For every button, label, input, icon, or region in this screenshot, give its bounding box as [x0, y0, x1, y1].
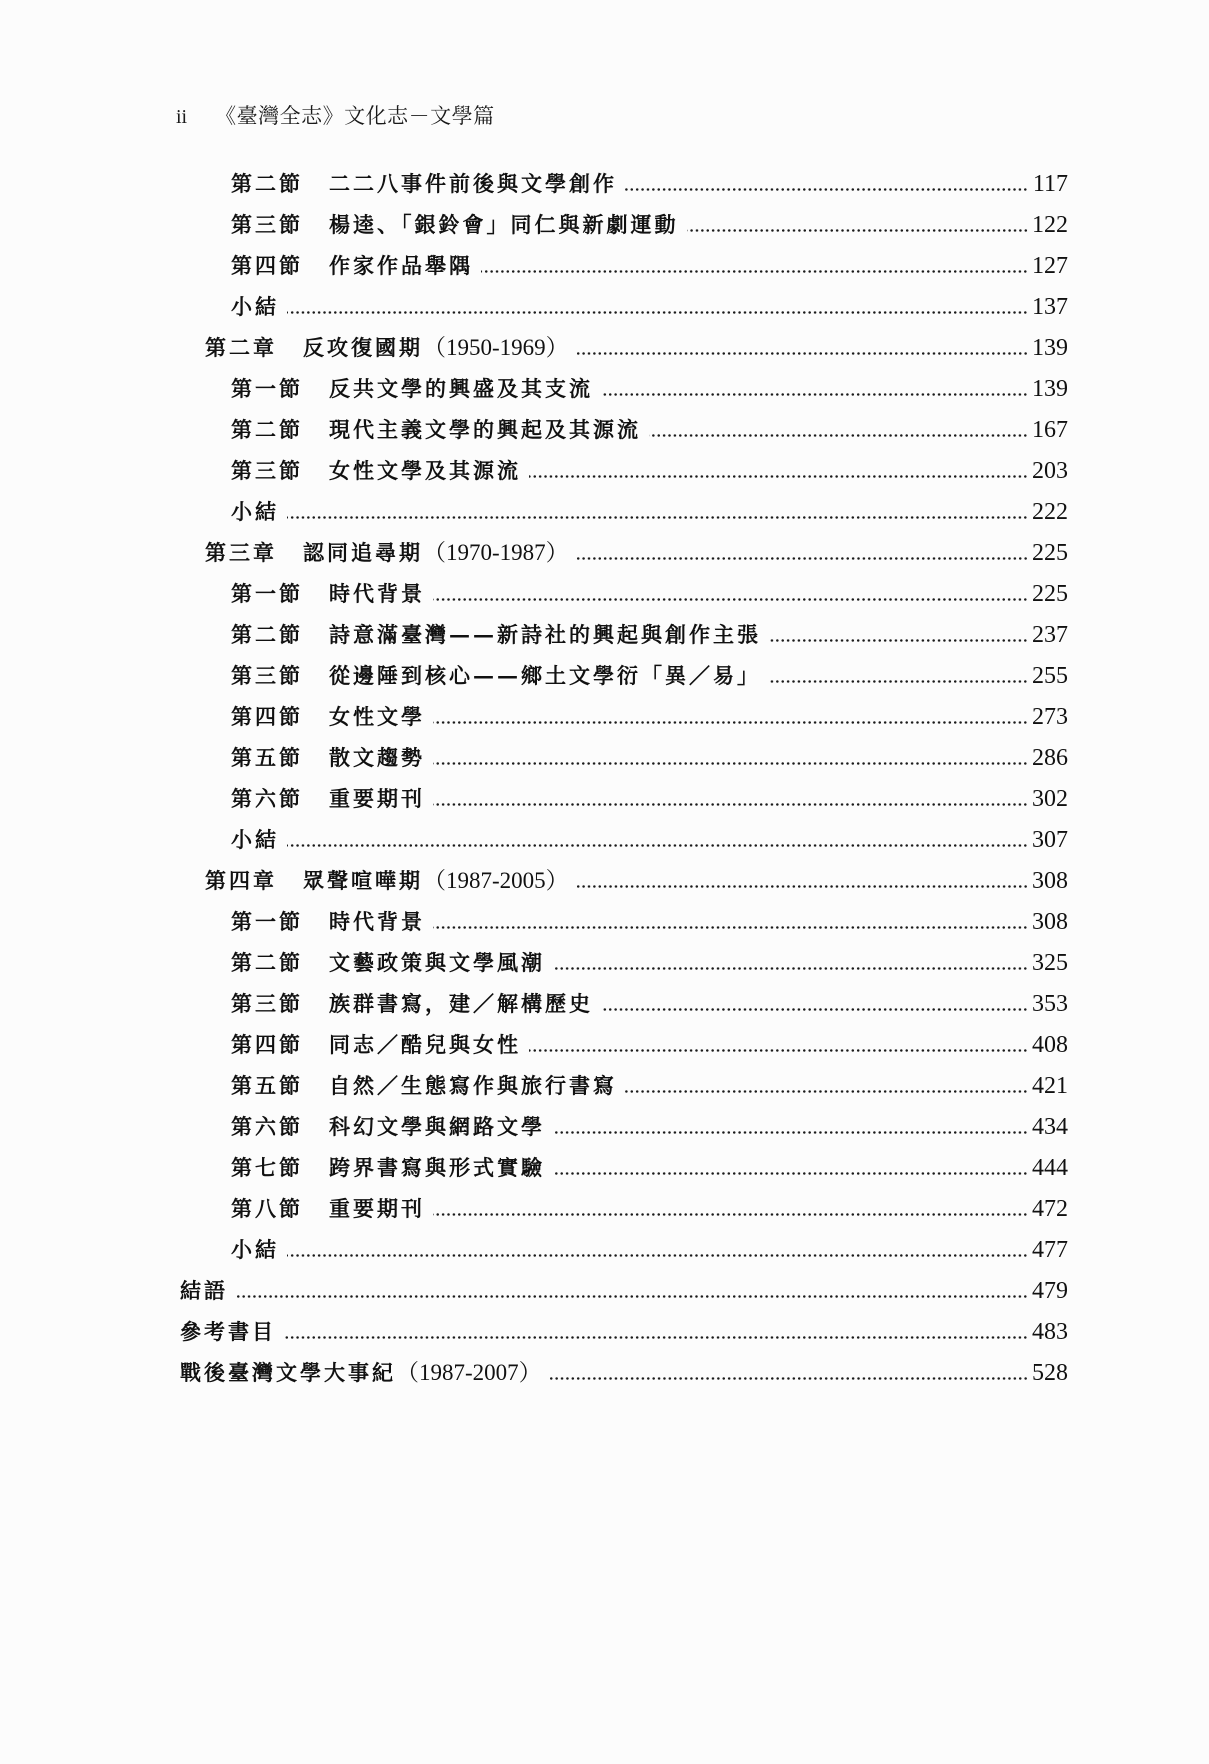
section-number: 第一節	[231, 581, 303, 606]
entry-title: 跨界書寫與形式實驗	[329, 1155, 545, 1180]
entry-title: 小結	[231, 499, 279, 524]
dot-leader	[284, 1336, 1028, 1339]
page-number: 237	[1032, 622, 1068, 648]
toc-entry[interactable]	[231, 1142, 1068, 1182]
section-number: 第二節	[231, 417, 303, 442]
dot-leader	[577, 352, 1028, 355]
entry-title: 小結	[231, 1237, 279, 1262]
page-number: 167	[1032, 417, 1068, 443]
dot-leader	[625, 1090, 1028, 1093]
dot-leader	[577, 885, 1028, 888]
book-title: 《臺灣全志》文化志－文學篇	[215, 104, 495, 128]
entry-title: 從邊陲到核心——鄉土文學衍「異／易」	[329, 663, 761, 688]
entry-title: 楊逵、「銀鈴會」同仁與新劇運動	[329, 212, 679, 237]
toc-entry[interactable]	[231, 732, 1068, 772]
toc-entry[interactable]	[231, 158, 1068, 198]
page-number: 139	[1032, 376, 1068, 402]
dot-leader	[625, 188, 1028, 191]
page-number: 408	[1032, 1032, 1068, 1058]
dot-leader	[433, 721, 1028, 724]
page-number: 286	[1032, 745, 1068, 771]
entry-title: 散文趨勢	[329, 745, 425, 770]
page-number: 203	[1032, 458, 1068, 484]
toc-entry-chronology[interactable]	[180, 1347, 1068, 1387]
section-number: 第五節	[231, 745, 303, 770]
toc-entry[interactable]	[231, 568, 1068, 608]
entry-title: 反共文學的興盛及其支流	[329, 376, 593, 401]
section-number: 第四節	[231, 253, 303, 278]
toc-entry-chapter[interactable]	[205, 322, 1068, 362]
entry-title: 認同追尋期	[303, 540, 423, 565]
page-number: 434	[1032, 1114, 1068, 1140]
page-number: 472	[1032, 1196, 1068, 1222]
chapter-number: 第四章	[205, 868, 277, 893]
toc-entry[interactable]	[231, 199, 1068, 239]
section-number: 第六節	[231, 1114, 303, 1139]
dot-leader	[687, 229, 1029, 232]
entry-title: 族群書寫，建／解構歷史	[329, 991, 593, 1016]
page-number: 308	[1032, 868, 1068, 894]
dot-leader	[769, 639, 1028, 642]
page-number: 479	[1032, 1278, 1068, 1304]
entry-title: 時代背景	[329, 909, 425, 934]
year-range: （1987-2005）	[423, 868, 569, 893]
dot-leader	[529, 1049, 1028, 1052]
dot-leader	[601, 1008, 1028, 1011]
page-number: 308	[1032, 909, 1068, 935]
section-number: 第五節	[231, 1073, 303, 1098]
toc-entry[interactable]	[231, 363, 1068, 403]
page-number: 117	[1032, 171, 1068, 197]
page-number: 255	[1032, 663, 1068, 689]
dot-leader	[287, 311, 1028, 314]
toc-entry[interactable]	[231, 896, 1068, 936]
toc-entry[interactable]	[231, 609, 1068, 649]
section-number: 第六節	[231, 786, 303, 811]
dot-leader	[601, 393, 1028, 396]
page-number: 477	[1032, 1237, 1068, 1263]
dot-leader	[553, 1172, 1028, 1175]
page-number: 444	[1032, 1155, 1068, 1181]
page-number: 353	[1032, 991, 1068, 1017]
dot-leader	[433, 926, 1028, 929]
year-range: （1987-2007）	[396, 1360, 542, 1385]
dot-leader	[769, 680, 1028, 683]
dot-leader	[287, 516, 1028, 519]
page-folio: ii	[176, 106, 188, 128]
section-number: 第七節	[231, 1155, 303, 1180]
dot-leader	[649, 434, 1028, 437]
dot-leader	[481, 270, 1028, 273]
dot-leader	[553, 1131, 1028, 1134]
page-number: 222	[1032, 499, 1068, 525]
toc-entry[interactable]	[231, 1060, 1068, 1100]
entry-title: 同志／酷兒與女性	[329, 1032, 521, 1057]
page-number: 325	[1032, 950, 1068, 976]
section-number: 第二節	[231, 622, 303, 647]
entry-title: 文藝政策與文學風潮	[329, 950, 545, 975]
page-number: 273	[1032, 704, 1068, 730]
entry-title: 時代背景	[329, 581, 425, 606]
dot-leader	[287, 1254, 1028, 1257]
entry-title: 女性文學	[329, 704, 425, 729]
dot-leader	[236, 1295, 1028, 1298]
page-number: 302	[1032, 786, 1068, 812]
section-number: 第三節	[231, 458, 303, 483]
toc-entry-summary[interactable]	[231, 1224, 1068, 1264]
toc-entry-summary[interactable]	[231, 814, 1068, 854]
toc-entry[interactable]	[231, 240, 1068, 280]
entry-title: 女性文學及其源流	[329, 458, 521, 483]
section-number: 第二節	[231, 171, 303, 196]
dot-leader	[577, 557, 1028, 560]
page-number: 127	[1032, 253, 1068, 279]
dot-leader	[550, 1377, 1028, 1380]
section-number: 第三節	[231, 212, 303, 237]
entry-title: 現代主義文學的興起及其源流	[329, 417, 641, 442]
section-number: 第四節	[231, 1032, 303, 1057]
entry-title: 小結	[231, 294, 279, 319]
entry-title: 科幻文學與網路文學	[329, 1114, 545, 1139]
entry-title: 詩意滿臺灣——新詩社的興起與創作主張	[329, 622, 761, 647]
toc-entry-chapter[interactable]	[205, 527, 1068, 567]
toc-entry[interactable]	[231, 404, 1068, 444]
dot-leader	[433, 598, 1028, 601]
page-number: 225	[1032, 540, 1068, 566]
toc-entry[interactable]	[231, 445, 1068, 485]
entry-title: 參考書目	[180, 1319, 276, 1344]
dot-leader	[433, 803, 1028, 806]
entry-title: 戰後臺灣文學大事紀	[180, 1360, 396, 1385]
toc-entry[interactable]	[231, 650, 1068, 690]
page-number: 421	[1032, 1073, 1068, 1099]
chapter-number: 第二章	[205, 335, 277, 360]
running-header	[176, 100, 495, 130]
entry-title: 自然／生態寫作與旅行書寫	[329, 1073, 617, 1098]
toc-entry-conclusion[interactable]	[180, 1265, 1068, 1305]
entry-title: 眾聲喧嘩期	[303, 868, 423, 893]
section-number: 第三節	[231, 991, 303, 1016]
chapter-number: 第三章	[205, 540, 277, 565]
toc-entry[interactable]	[231, 691, 1068, 731]
section-number: 第一節	[231, 909, 303, 934]
entry-title: 小結	[231, 827, 279, 852]
page-number: 483	[1032, 1319, 1068, 1345]
toc-entry[interactable]	[231, 1019, 1068, 1059]
entry-title: 結語	[180, 1278, 228, 1303]
entry-title: 重要期刊	[329, 1196, 425, 1221]
section-number: 第八節	[231, 1196, 303, 1221]
page-number: 139	[1032, 335, 1068, 361]
year-range: （1970-1987）	[423, 540, 569, 565]
toc-entry-summary[interactable]	[231, 281, 1068, 321]
entry-title: 反攻復國期	[303, 335, 423, 360]
toc-entry[interactable]	[231, 978, 1068, 1018]
entry-title: 重要期刊	[329, 786, 425, 811]
dot-leader	[287, 844, 1028, 847]
dot-leader	[433, 1213, 1028, 1216]
toc-entry[interactable]	[231, 773, 1068, 813]
dot-leader	[529, 475, 1028, 478]
page-number: 122	[1032, 212, 1068, 238]
section-number: 第一節	[231, 376, 303, 401]
page-number: 528	[1032, 1360, 1068, 1386]
page-number: 307	[1032, 827, 1068, 853]
toc-entry[interactable]	[231, 1101, 1068, 1141]
section-number: 第四節	[231, 704, 303, 729]
toc-entry-bibliography[interactable]	[180, 1306, 1068, 1346]
year-range: （1950-1969）	[423, 335, 569, 360]
dot-leader	[553, 967, 1028, 970]
dot-leader	[433, 762, 1028, 765]
entry-title: 作家作品舉隅	[329, 253, 473, 278]
toc-entry[interactable]	[231, 937, 1068, 977]
section-number: 第二節	[231, 950, 303, 975]
section-number: 第三節	[231, 663, 303, 688]
toc-entry[interactable]	[231, 1183, 1068, 1223]
page-number: 137	[1032, 294, 1068, 320]
page-number: 225	[1032, 581, 1068, 607]
toc-entry-chapter[interactable]	[205, 855, 1068, 895]
toc-entry-summary[interactable]	[231, 486, 1068, 526]
entry-title: 二二八事件前後與文學創作	[329, 171, 617, 196]
